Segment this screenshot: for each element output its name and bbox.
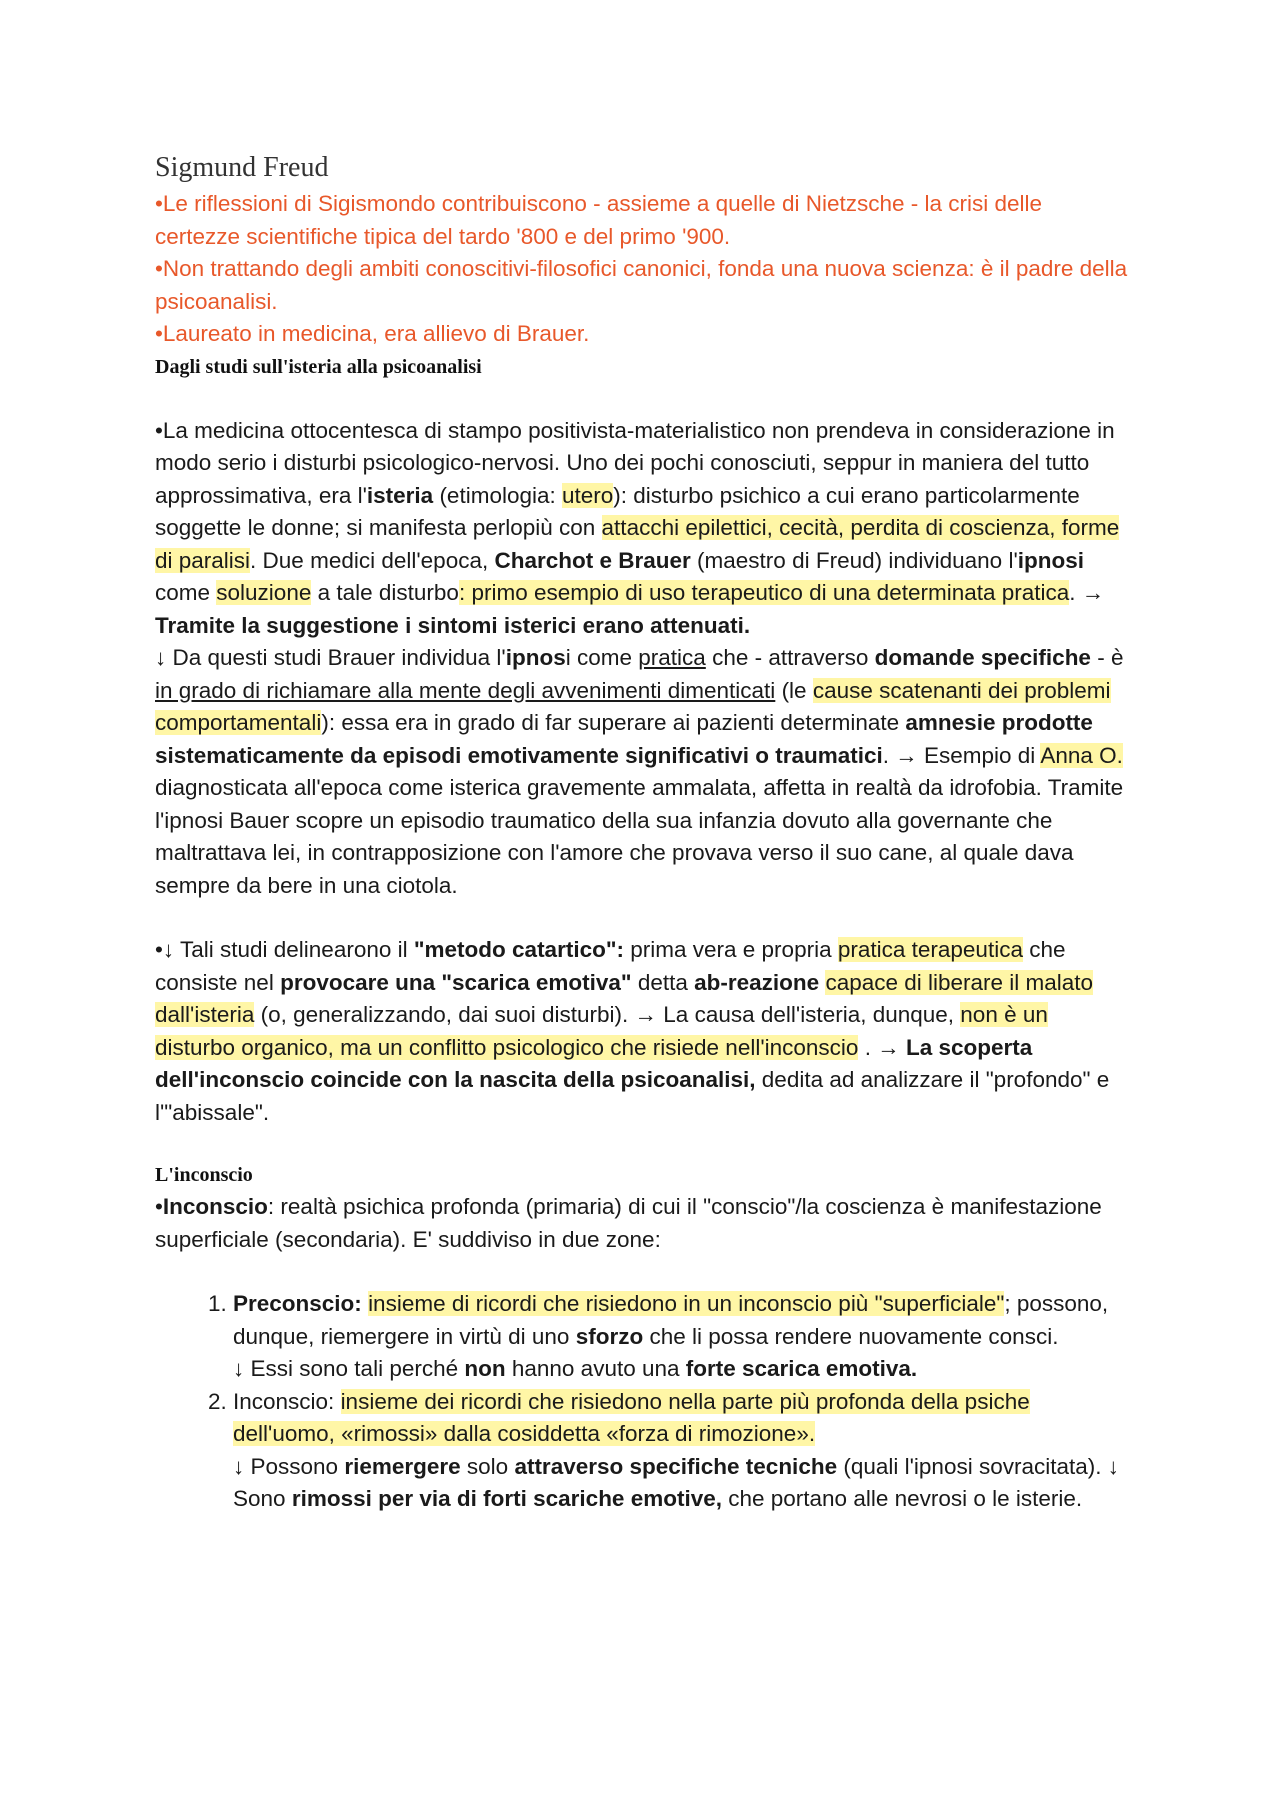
intro-list (155, 188, 1130, 351)
paragraph-isteria: •La medicina ottocentesca di stampo positivista-materialistico non prendeva in considerazione in modo serio i disturbi psicologico-nervosi. Uno dei pochi conosciuti, seppur in maniera del tutto approssimativa, era l'isteria (etimologia: utero): disturbo psichico a cui erano particolarmente soggette le donne; si manifesta perlopiù con attacchi epilettici, cecità, perdita di coscienza, forme di paralisi. Due medici dell'epoca, Charchot e Brauer (maestro di Freud) individuano l'ipnosi come soluzione a tale disturbo: primo esempio di uso terapeutico di una determinata pratica. → Tramite la suggestione i sintomi isterici erano attenuati. ↓ Da questi studi Brauer individua l'ipnosi come pratica che - attraverso domande specifiche - è in grado di richiamare alla mente degli avvenimenti dimenticati (le cause scatenanti dei problemi comportamentali): essa era in grado di far superare ai pazienti determinate amnesie prodotte sistematicamente da episodi emotivamente significativi o traumatici. → Esempio di Anna O. diagnosticata all'epoca come isterica gravemente ammalata, affetta in realtà da idrofobia. Tramite l'ipnosi Bauer scopre un episodio traumatico della sua infanzia dovuto alla governante che maltrattava lei, in contrapposizione con l'amore che provava verso il suo cane, al quale dava sempre da bere in una ciotola. (155, 417, 1124, 898)
intro-item: •Laureato in medicina, era allievo di Brauer. (155, 321, 590, 346)
section-heading-inconscio: L'inconscio (155, 1164, 253, 1186)
intro-item: •Non trattando degli ambiti conoscitivi-filosofici canonici, fonda una nuova scienza: è il padre della psicoanalisi. (155, 256, 1128, 314)
list-item-inconscio: 2. Inconscio: insieme dei ricordi che risiedono nella parte più profonda della psiche dell'uomo, «rimossi» dalla cosiddetta «forza di rimozione». ↓ Possono riemergere solo attraverso specifiche tecniche (quali l'ipnosi sovracitata). ↓ Sono rimossi per via di forti scariche emotive, che portano alle nevrosi o le isterie. (233, 1386, 1130, 1516)
document-page (155, 150, 1130, 1516)
section-heading-isteria: Dagli studi sull'isteria alla psicoanalisi (155, 355, 482, 378)
intro-item: •Le riflessioni di Sigismondo contribuiscono - assieme a quelle di Nietzsche - la crisi delle certezze scientifiche tipica del tardo '800 e del primo '900. (155, 191, 1043, 249)
document-title: Sigmund Freud (155, 152, 329, 183)
paragraph-metodo-catartico: •↓ Tali studi delinearono il "metodo catartico": prima vera e propria pratica terapeutica che consiste nel provocare una "scarica emotiva" detta ab-reazione capace di liberare il malato dall'isteria (o, generalizzando, dai suoi disturbi). → La causa dell'isteria, dunque, non è un disturbo organico, ma un conflitto psicologico che risiede nell'inconscio . → La scoperta dell'inconscio coincide con la nascita della psicoanalisi, dedita ad analizzare il "profondo" e l'"abissale". (155, 937, 1110, 1125)
list-item-preconscio: 1. Preconscio: insieme di ricordi che risiedono in un inconscio più "superficiale"; possono, dunque, riemergere in virtù di uno sforzo che li possa rendere nuovamente consci. ↓ Essi sono tali perché non hanno avuto una forte scarica emotiva. (233, 1288, 1130, 1386)
numbered-list (155, 1288, 1130, 1516)
paragraph-inconscio: •Inconscio: realtà psichica profonda (primaria) di cui il "conscio"/la coscienza è manifestazione superficiale (secondaria). E' suddiviso in due zone: (155, 1194, 1102, 1252)
